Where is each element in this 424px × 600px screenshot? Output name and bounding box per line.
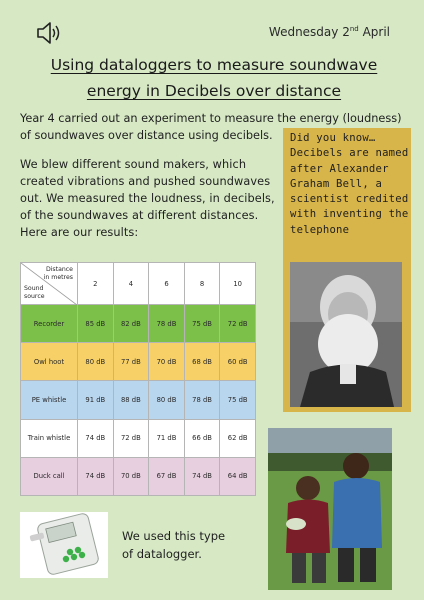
row-source-label: PE whistle	[21, 381, 78, 419]
table-cell: 74 dB	[78, 419, 114, 457]
table-cell: 80 dB	[78, 343, 114, 381]
table-row	[21, 381, 256, 419]
table-cell: 62 dB	[220, 419, 256, 457]
table-cell: 72 dB	[220, 305, 256, 343]
row-source-label: Train whistle	[21, 419, 78, 457]
table-cell: 72 dB	[113, 419, 149, 457]
results-table	[20, 262, 256, 496]
distance-col-header: 4	[113, 263, 149, 305]
table-corner-cell	[21, 263, 78, 305]
table-cell: 70 dB	[149, 343, 185, 381]
table-row	[21, 419, 256, 457]
page-title	[20, 52, 408, 104]
date	[269, 25, 390, 39]
table-row	[21, 457, 256, 495]
table-cell: 78 dB	[149, 305, 185, 343]
datalogger-caption-line-1: We used this type	[122, 529, 226, 543]
table-cell: 85 dB	[78, 305, 114, 343]
table-cell: 68 dB	[184, 343, 220, 381]
table-cell: 66 dB	[184, 419, 220, 457]
distance-header: Distance in metres	[43, 266, 73, 281]
date-suffix: nd	[349, 25, 359, 33]
distance-col-header: 10	[220, 263, 256, 305]
table-cell: 78 dB	[184, 381, 220, 419]
distance-col-header: 6	[149, 263, 185, 305]
method-paragraph: We blew different sound makers, which created vibrations and pushed soundwaves out. We measured the loudness, in decibels, of the soundwaves at different distances. Here are our results:	[20, 158, 275, 239]
table-header-row	[21, 263, 256, 305]
table-row	[21, 305, 256, 343]
table-cell: 82 dB	[113, 305, 149, 343]
distance-col-header: 2	[78, 263, 114, 305]
intro-line-2: of soundwaves over distance using decibels.	[20, 129, 273, 142]
datalogger-icon	[20, 512, 108, 578]
table-cell: 75 dB	[220, 381, 256, 419]
speaker-icon[interactable]	[34, 18, 64, 48]
row-source-label: Duck call	[21, 457, 78, 495]
children-photo-image	[268, 428, 392, 590]
row-source-label: Owl hoot	[21, 343, 78, 381]
table-cell: 88 dB	[113, 381, 149, 419]
intro-line-1: Year 4 carried out an experiment to measure the energy (loudness)	[20, 112, 402, 125]
title-line-2: energy in Decibels over distance	[86, 82, 342, 100]
table-cell: 70 dB	[113, 457, 149, 495]
source-header: Sound source	[24, 285, 45, 300]
bell-portrait	[290, 262, 402, 407]
table-cell: 60 dB	[220, 343, 256, 381]
datalogger-caption-line-2: of datalogger.	[122, 547, 202, 561]
table-cell: 67 dB	[149, 457, 185, 495]
date-month: April	[362, 25, 390, 39]
date-day: Wednesday 2	[268, 25, 350, 39]
table-cell: 71 dB	[149, 419, 185, 457]
title-line-1: Using dataloggers to measure soundwave	[50, 56, 378, 74]
bell-portrait-image	[290, 262, 402, 407]
table-row	[21, 343, 256, 381]
did-you-know-text: Did you know… Decibels are named after Alexander Graham Bell, a scientist credited with inventing the telephone	[290, 132, 409, 236]
distance-col-header: 8	[184, 263, 220, 305]
table-cell: 91 dB	[78, 381, 114, 419]
datalogger-caption	[122, 527, 225, 563]
row-source-label: Recorder	[21, 305, 78, 343]
table-cell: 74 dB	[78, 457, 114, 495]
table-cell: 64 dB	[220, 457, 256, 495]
table-cell: 77 dB	[113, 343, 149, 381]
table-cell: 80 dB	[149, 381, 185, 419]
children-photo	[268, 428, 392, 590]
datalogger-picture	[20, 512, 108, 578]
table-cell: 74 dB	[184, 457, 220, 495]
table-cell: 75 dB	[184, 305, 220, 343]
